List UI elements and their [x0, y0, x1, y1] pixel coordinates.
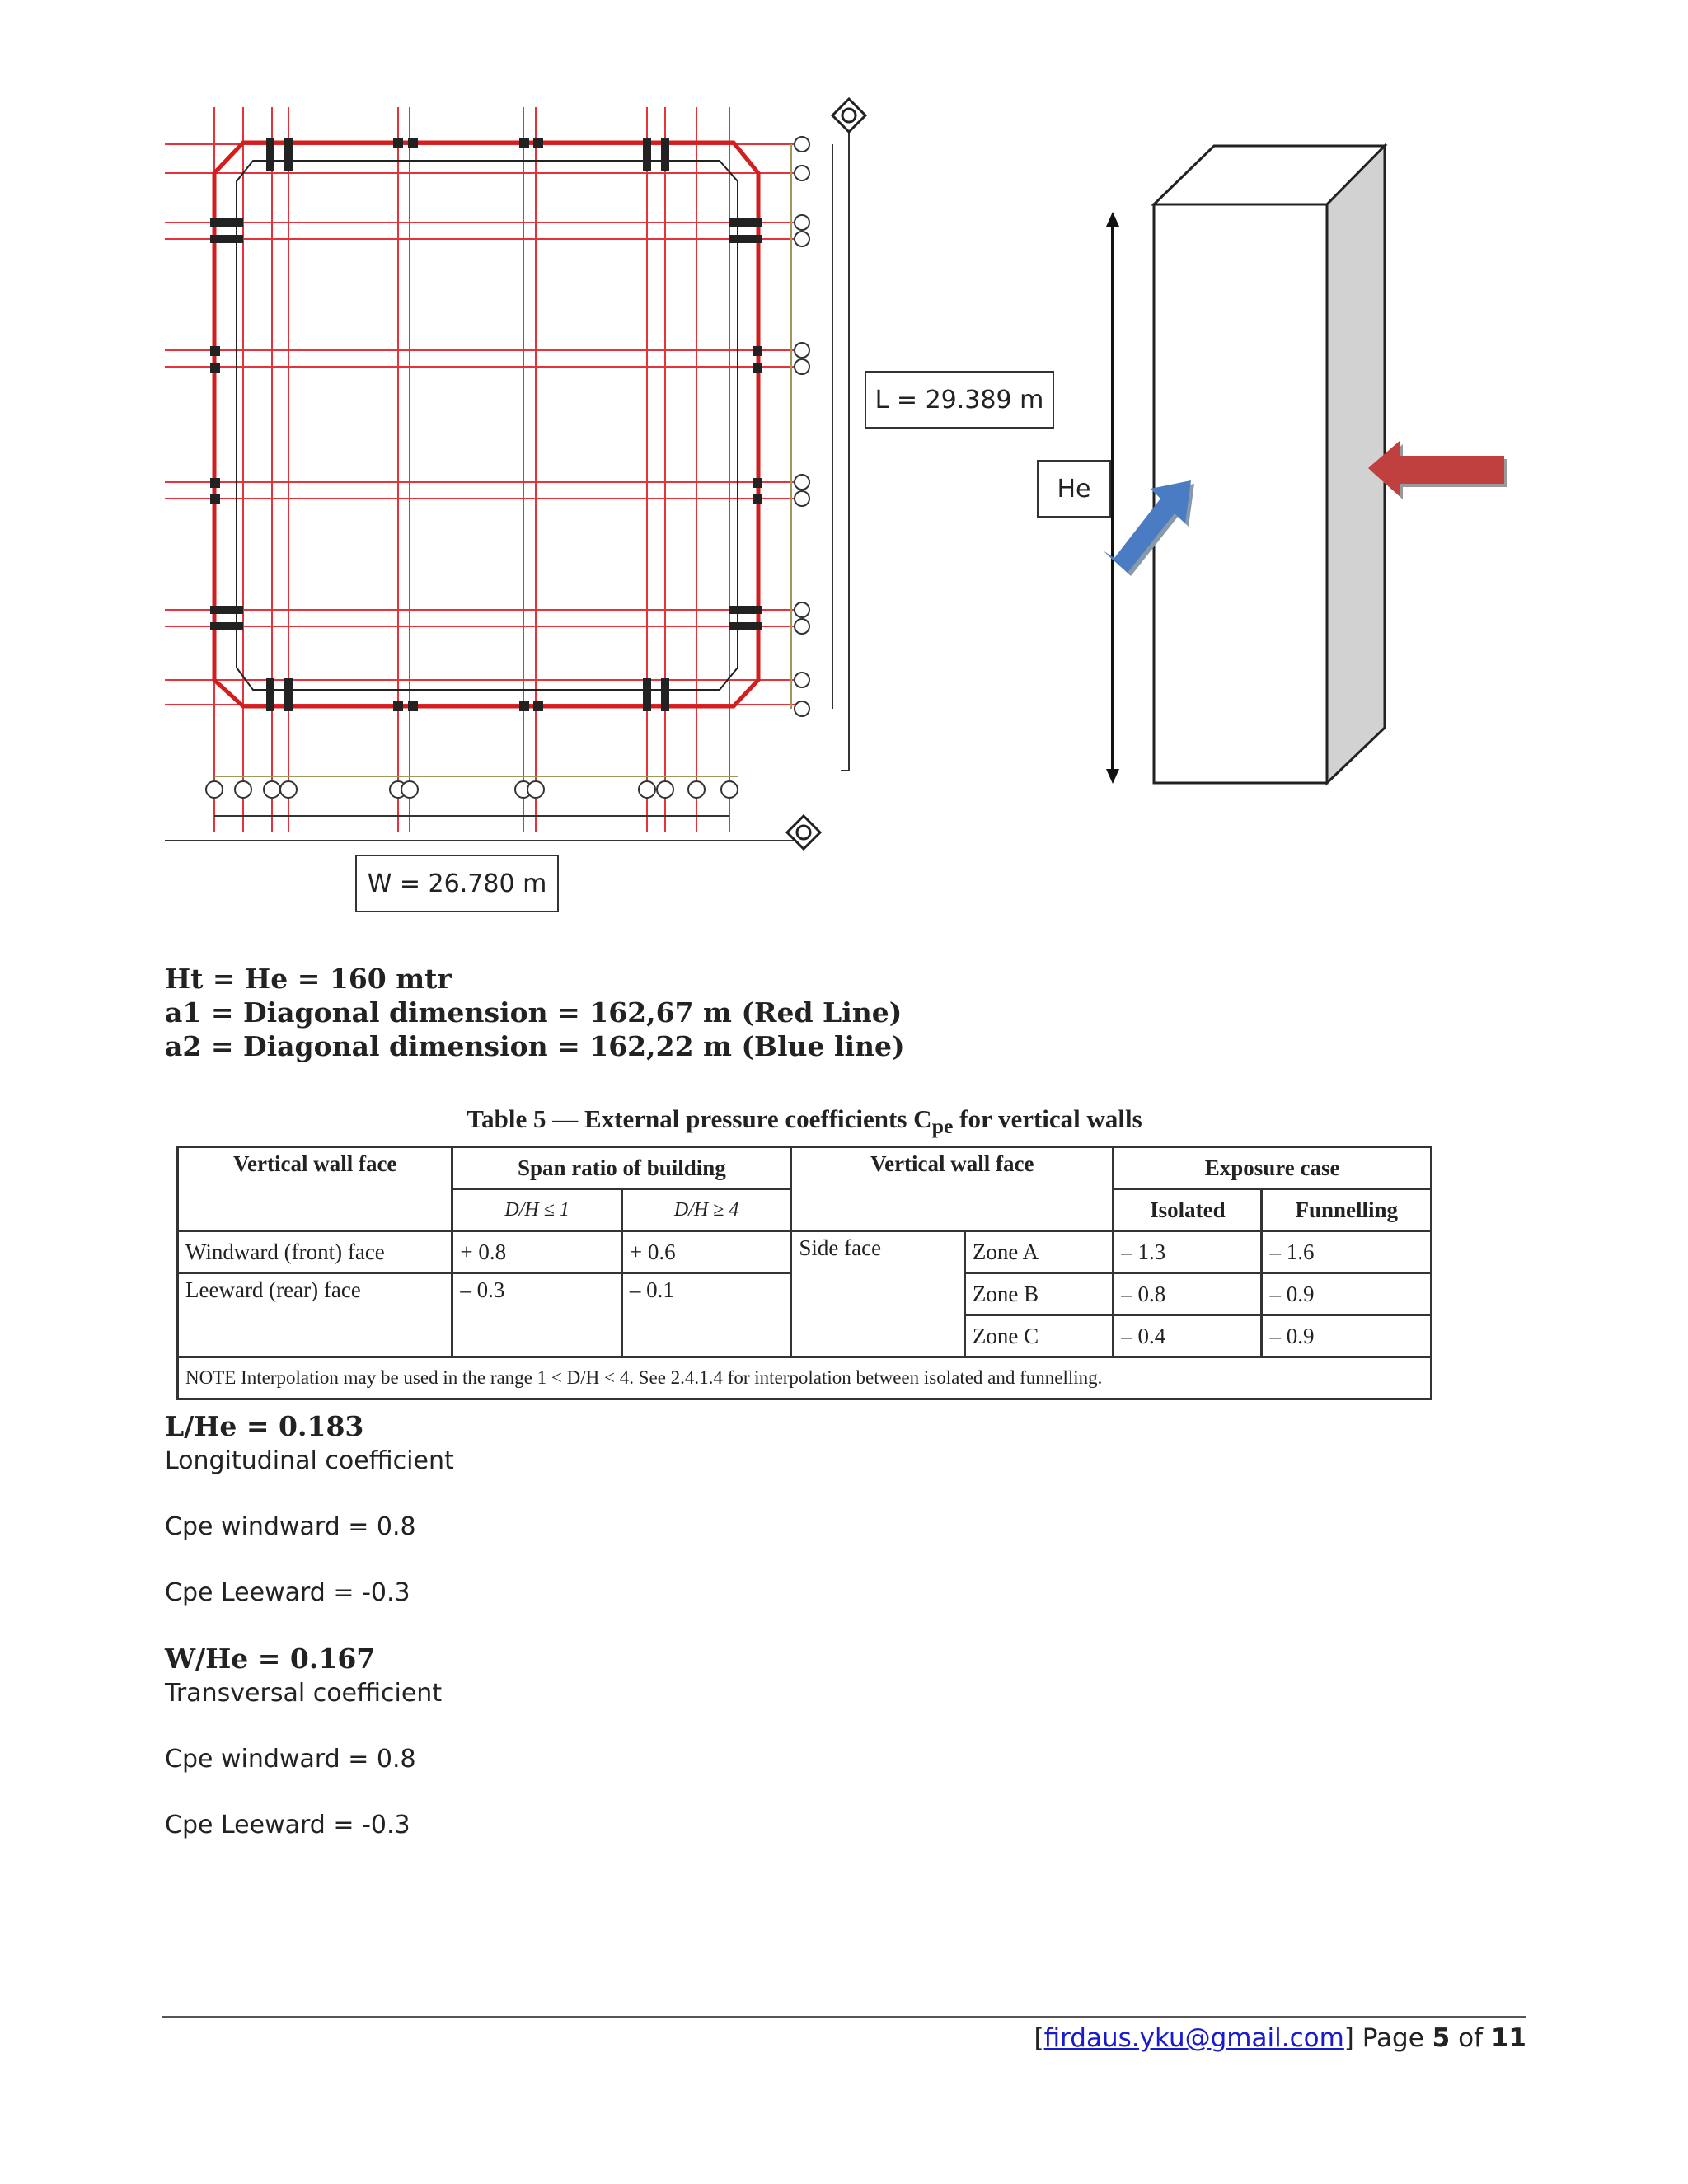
header-isolated: Isolated: [1114, 1189, 1262, 1231]
columns: [210, 138, 762, 711]
zone-a-isolated: – 1.3: [1114, 1231, 1262, 1273]
diagonal-blue-param: a2 = Diagonal dimension = 162,22 m (Blue line): [165, 1030, 905, 1062]
diagonal-red-param: a1 = Diagonal dimension = 162,67 m (Red Line): [165, 996, 903, 1029]
transversal-ratio: W/He = 0.167: [165, 1643, 376, 1675]
transversal-windward: Cpe windward = 0.8: [165, 1745, 416, 1774]
row-windward-v1: + 0.8: [452, 1231, 621, 1273]
red-wind-arrow: [1368, 441, 1507, 499]
email-link[interactable]: firdaus.yku@gmail.com: [1043, 2023, 1344, 2053]
page-total: 11: [1490, 2023, 1526, 2053]
row-leeward-label: Leeward (rear) face: [178, 1273, 452, 1357]
zone-b-isolated: – 0.8: [1114, 1273, 1262, 1315]
table-caption: Table 5 — External pressure coefficients $C_{pe}$ for vertical walls: [467, 1104, 1142, 1139]
floor-plan-drawing: [161, 95, 886, 853]
transversal-leeward: Cpe Leeward = -0.3: [165, 1811, 410, 1840]
footer: [firdaus.yku@gmail.com] Page 5 of 11: [1034, 2023, 1526, 2053]
header-vertical-wall-face: Vertical wall face: [178, 1147, 452, 1231]
row-side-face: Side face: [791, 1231, 965, 1357]
zone-a-label: Zone A: [964, 1231, 1113, 1273]
zone-b-funnelling: – 0.9: [1262, 1273, 1432, 1315]
header-funnelling: Funnelling: [1262, 1189, 1432, 1231]
table-note: NOTE Interpolation may be used in the range 1 < D/H < 4. See 2.4.1.4 for interpolation between isolated and funnelling.: [178, 1357, 1432, 1399]
grid-lines: [165, 107, 804, 832]
grid-bubbles-right: [791, 128, 849, 771]
header-vertical-wall-face-2: Vertical wall face: [791, 1147, 1114, 1231]
row-leeward-v1: – 0.3: [452, 1273, 621, 1357]
page-word: Page: [1362, 2023, 1424, 2053]
longitudinal-leeward: Cpe Leeward = -0.3: [165, 1578, 410, 1607]
row-windward-v2: + 0.6: [621, 1231, 790, 1273]
cpe-table: [176, 1146, 1432, 1400]
of-word: of: [1458, 2023, 1483, 2053]
height-label: He: [1037, 460, 1111, 518]
params-block: [165, 962, 905, 1063]
section-marker-b: [787, 816, 820, 849]
footer-divider: [162, 2016, 1526, 2018]
zone-b-label: Zone B: [964, 1273, 1113, 1315]
height-dimension-arrow: [1106, 212, 1119, 784]
longitudinal-windward: Cpe windward = 0.8: [165, 1512, 416, 1541]
zone-c-label: Zone C: [964, 1315, 1113, 1357]
header-dh-le1: D/H ≤ 1: [452, 1189, 621, 1231]
row-windward-label: Windward (front) face: [178, 1231, 452, 1273]
header-dh-ge4: D/H ≥ 4: [621, 1189, 790, 1231]
grid-bubbles-bottom: [165, 776, 804, 841]
row-leeward-v2: – 0.1: [621, 1273, 790, 1357]
zone-c-funnelling: – 0.9: [1262, 1315, 1432, 1357]
height-param: Ht = He = 160 mtr: [165, 963, 452, 995]
header-exposure-case: Exposure case: [1114, 1147, 1432, 1189]
page-number: 5: [1432, 2023, 1451, 2053]
longitudinal-ratio: L/He = 0.183: [165, 1410, 364, 1442]
header-span-ratio: Span ratio of building: [452, 1147, 791, 1189]
transversal-title: Transversal coefficient: [165, 1679, 443, 1708]
width-label: W = 26.780 m: [355, 855, 559, 912]
building-3d-drawing: [1096, 136, 1525, 804]
section-marker-a: [832, 99, 865, 132]
length-label: L = 29.389 m: [865, 371, 1054, 429]
longitudinal-title: Longitudinal coefficient: [165, 1446, 454, 1475]
zone-c-isolated: – 0.4: [1114, 1315, 1262, 1357]
zone-a-funnelling: – 1.6: [1262, 1231, 1432, 1273]
building-outline: [214, 143, 758, 706]
